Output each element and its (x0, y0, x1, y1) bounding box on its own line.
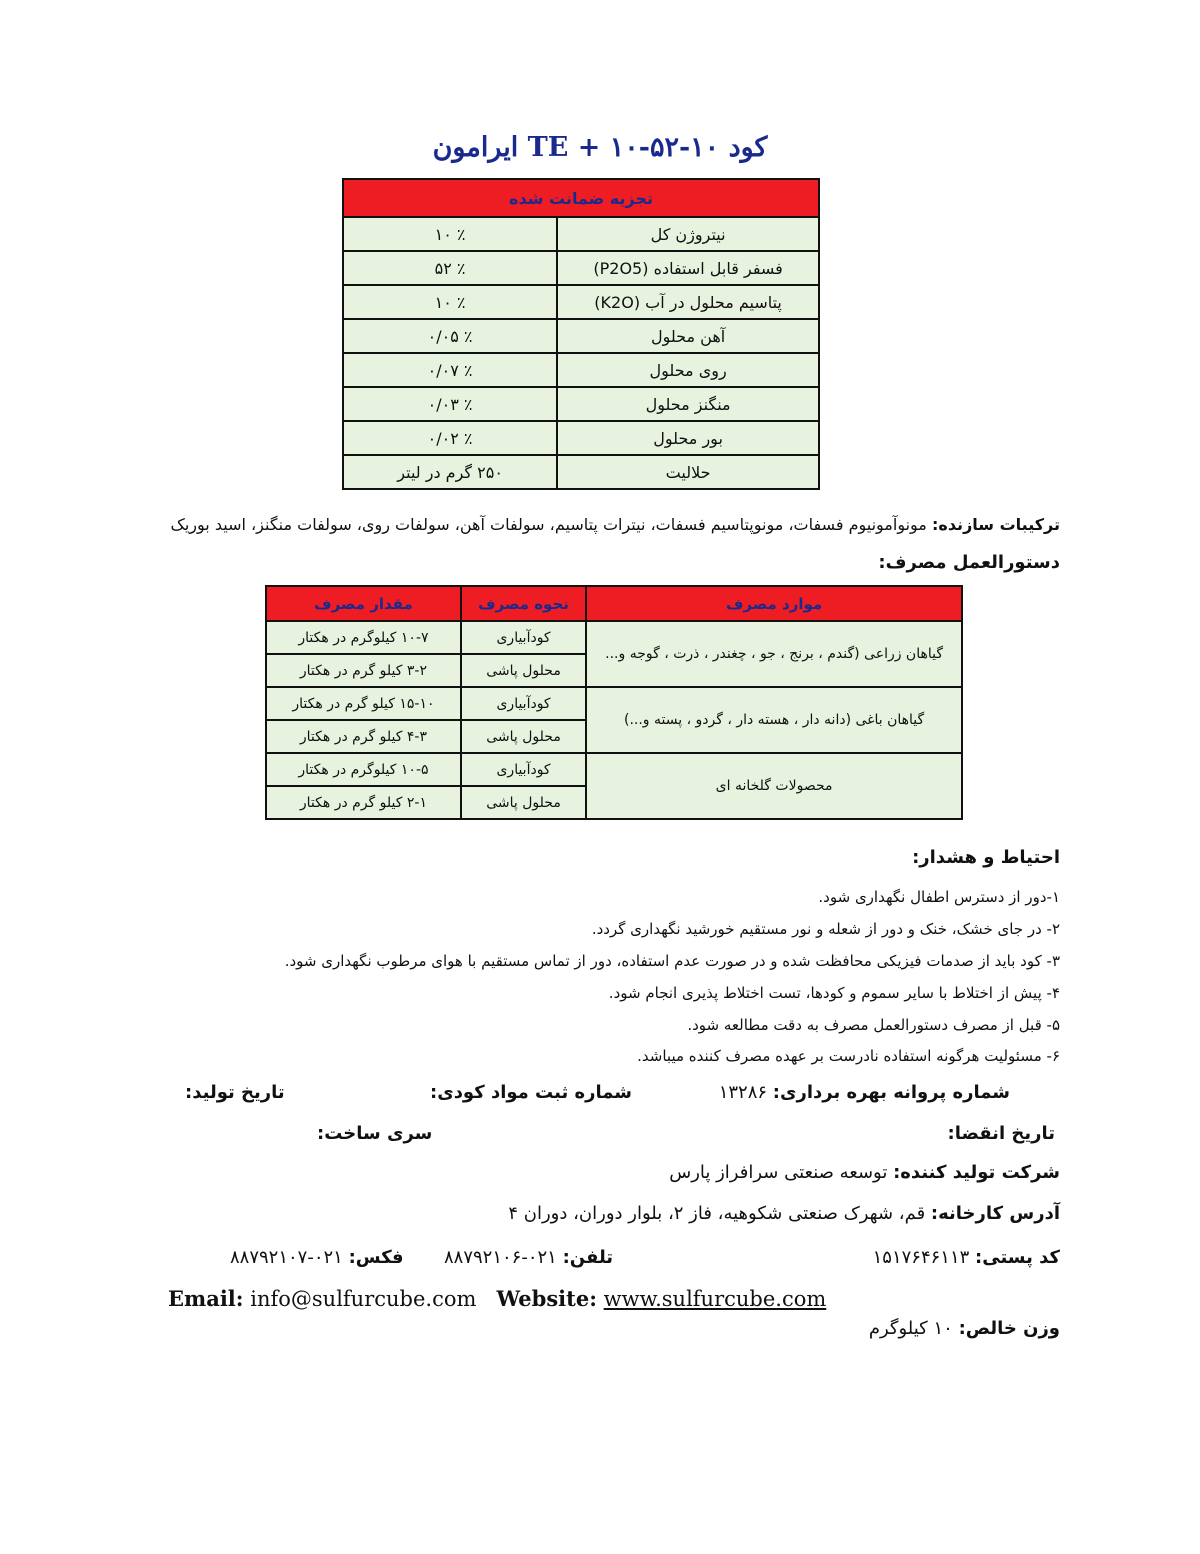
page-title: کود TE + ۱۰-۵۲-۱۰ ایرامون (432, 132, 768, 163)
manufacturer-label: شرکت تولید کننده: (893, 1162, 1060, 1183)
email-link[interactable]: info@sulfurcube.com (250, 1287, 477, 1311)
analysis-name: حلالیت (557, 455, 819, 489)
analysis-name: فسفر قابل استفاده (P2O5) (557, 251, 819, 285)
phone-value: ۰۲۱-۸۸۷۹۲۱۰۶ (444, 1247, 557, 1268)
license-line (719, 1082, 1010, 1103)
expiry-label: تاریخ انقضا: (947, 1123, 1055, 1144)
table-row (343, 455, 819, 489)
usage-table (265, 585, 963, 820)
composition-line (171, 515, 1060, 534)
composition-text: مونوآمونیوم فسفات، مونوپتاسیم فسفات، نیترات پتاسیم، سولفات آهن، سولفات روی، سولفات منگنز، اسید بوریک (170, 515, 927, 534)
address-line (508, 1203, 1060, 1224)
production-date-label: تاریخ تولید: (185, 1082, 285, 1103)
table-row (343, 217, 819, 251)
phone-line (444, 1247, 613, 1268)
analysis-header: تجزیه ضمانت شده (343, 179, 819, 217)
analysis-value: ٪ ۰/۰۲ (343, 421, 557, 455)
analysis-name: آهن محلول (557, 319, 819, 353)
usage-amount: ۳-۲ کیلو گرم در هکتار (266, 654, 461, 687)
table-row (343, 251, 819, 285)
website-link[interactable]: www.sulfurcube.com (603, 1287, 827, 1311)
analysis-value: ٪ ۱۰ (343, 217, 557, 251)
warning-item: ۳- کود باید از صدمات فیزیکی محافظت شده و در صورت عدم استفاده، دور از تماس مستقیم با هوای مرطوب نگهداری شود. (284, 952, 1060, 970)
usage-amount: ۴-۳ کیلو گرم در هکتار (266, 720, 461, 753)
weight-line (869, 1318, 1060, 1339)
email-label: Email: (168, 1286, 244, 1311)
manufacturer-line (669, 1162, 1060, 1183)
usage-method: کودآبیاری (461, 687, 586, 720)
batch-label: سری ساخت: (317, 1123, 433, 1144)
usage-method: محلول پاشی (461, 786, 586, 819)
usage-header-amount: مقدار مصرف (266, 586, 461, 621)
usage-amount: ۱۵-۱۰ کیلو گرم در هکتار (266, 687, 461, 720)
analysis-value: ۲۵۰ گرم در لیتر (343, 455, 557, 489)
analysis-name: پتاسیم محلول در آب (K2O) (557, 285, 819, 319)
usage-amount: ۲-۱ کیلو گرم در هکتار (266, 786, 461, 819)
warning-item: ۱-دور از دسترس اطفال نگهداری شود. (818, 888, 1060, 906)
postal-label: کد پستی: (975, 1247, 1060, 1268)
usage-method: کودآبیاری (461, 753, 586, 786)
address-label: آدرس کارخانه: (930, 1203, 1060, 1224)
usage-crop: محصولات گلخانه ای (586, 753, 962, 819)
fax-value: ۰۲۱-۸۸۷۹۲۱۰۷ (230, 1247, 343, 1268)
usage-crop: گیاهان زراعی (گندم ، برنج ، جو ، چغندر ، ذرت ، گوجه و... (586, 621, 962, 687)
analysis-value: ٪ ۱۰ (343, 285, 557, 319)
analysis-name: نیتروژن کل (557, 217, 819, 251)
warning-item: ۶- مسئولیت هرگونه استفاده نادرست بر عهده مصرف کننده میباشد. (637, 1047, 1060, 1065)
license-value: ۱۳۲۸۶ (718, 1082, 768, 1103)
analysis-name: روی محلول (557, 353, 819, 387)
warning-item: ۴- پیش از اختلاط با سایر سموم و کودها، تست اختلاط پذیری انجام شود. (608, 984, 1060, 1002)
table-row (266, 753, 962, 786)
warning-item: ۵- قبل از مصرف دستورالعمل مصرف به دقت مطالعه شود. (687, 1016, 1060, 1034)
analysis-value: ٪ ۰/۰۷ (343, 353, 557, 387)
usage-amount: ۱۰-۷ کیلوگرم در هکتار (266, 621, 461, 654)
website-label: Website: (496, 1286, 597, 1311)
analysis-value: ٪ ۰/۰۵ (343, 319, 557, 353)
address-value: قم، شهرک صنعتی شکوهیه، فاز ۲، بلوار دوران، دوران ۴ (508, 1203, 926, 1224)
warning-item: ۲- در جای خشک، خنک و دور از شعله و نور مستقیم خورشید نگهداری گردد. (591, 920, 1060, 938)
table-row (266, 687, 962, 720)
fax-line (230, 1247, 404, 1268)
manufacturer-value: توسعه صنعتی سرافراز پارس (669, 1162, 888, 1183)
table-row (343, 421, 819, 455)
table-row (343, 387, 819, 421)
composition-label: ترکیبات سازنده: (931, 515, 1060, 534)
table-row (343, 319, 819, 353)
usage-amount: ۱۰-۵ کیلوگرم در هکتار (266, 753, 461, 786)
table-row (266, 621, 962, 654)
analysis-table (342, 178, 820, 490)
usage-header-crop: موارد مصرف (586, 586, 962, 621)
contact-line (168, 1286, 826, 1311)
analysis-value: ٪ ۰/۰۳ (343, 387, 557, 421)
usage-heading: دستورالعمل مصرف: (878, 552, 1060, 573)
analysis-name: منگنز محلول (557, 387, 819, 421)
table-row (343, 285, 819, 319)
weight-label: وزن خالص: (958, 1318, 1060, 1339)
warnings-heading: احتیاط و هشدار: (912, 847, 1060, 868)
analysis-value: ٪ ۵۲ (343, 251, 557, 285)
usage-header-method: نحوه مصرف (461, 586, 586, 621)
table-row (343, 353, 819, 387)
postal-value: ۱۵۱۷۶۴۶۱۱۳ (872, 1247, 970, 1268)
phone-label: تلفن: (562, 1247, 614, 1268)
postal-line (873, 1247, 1060, 1268)
usage-crop: گیاهان باغی (دانه دار ، هسته دار ، گردو ، پسته و...) (586, 687, 962, 753)
fax-label: فکس: (348, 1247, 404, 1268)
usage-method: محلول پاشی (461, 654, 586, 687)
registration-label: شماره ثبت مواد کودی: (430, 1082, 632, 1103)
analysis-name: بور محلول (557, 421, 819, 455)
usage-method: کودآبیاری (461, 621, 586, 654)
usage-method: محلول پاشی (461, 720, 586, 753)
license-label: شماره پروانه بهره برداری: (772, 1082, 1010, 1103)
weight-value: ۱۰ کیلوگرم (868, 1318, 953, 1339)
